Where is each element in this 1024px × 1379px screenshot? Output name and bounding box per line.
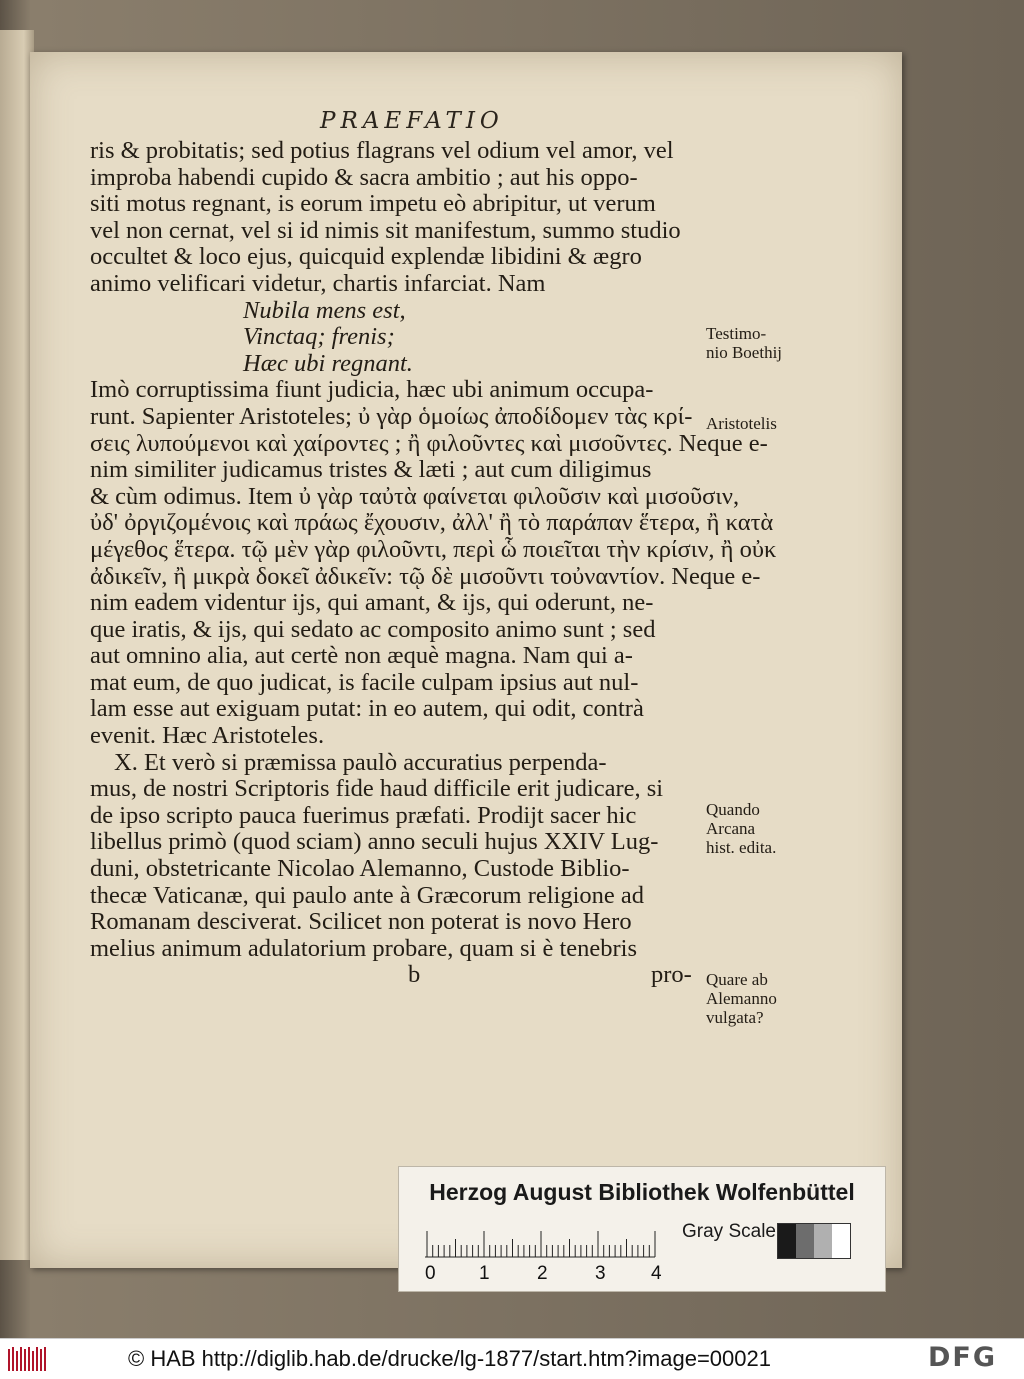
ruler-number: 3 [595,1263,606,1279]
signature-line [90,962,710,989]
gray-swatch [832,1224,850,1258]
text-line: melius animum adulatorium probare, quam si è tenebris [90,934,638,962]
text-line: improba habendi cupido & sacra ambitio ; aut his oppo- [90,163,638,191]
text-line: nim similiter judicamus tristes & læti ; aut cum diligimus [90,456,652,484]
marginal-note-testimonio [706,324,816,362]
text-line: evenit. Hæc Aristoteles. [90,722,325,750]
marginal-line: Arcana [706,819,756,838]
marginal-note-quare [706,970,816,1027]
text-line: nim eadem videntur ijs, qui amant, & ijs, qui oderunt, ne- [90,589,654,617]
text-line: occultet & loco ejus, quicquid explendæ libidini & ægro [90,243,642,271]
marginal-line: Alemanno [706,989,777,1008]
signature-mark: b [408,961,421,989]
text-line: X. Et verò si præmissa paulò accuratius perpenda- [114,748,607,776]
verse-line: Vinctaq; frenis; [243,323,395,351]
ruler-number: 1 [479,1263,490,1279]
ruler-number: 4 [651,1263,662,1279]
marginal-note-aristotelis [706,414,816,433]
text-line: duni, obstetricante Nicolao Alemanno, Custode Biblio- [90,855,630,883]
marginal-note-quando [706,800,816,857]
text-line: animo velificari videtur, chartis infarciat. Nam [90,269,546,297]
text-line: siti motus regnant, is eorum impetu eò abripitur, ut verum [90,190,656,218]
running-head: PRAEFATIO [320,108,504,134]
text-line: ris & probitatis; sed potius flagrans vel odium vel amor, vel [90,137,674,164]
gray-swatch [814,1224,832,1258]
ruler-number: 2 [537,1263,548,1279]
text-line: libellus primò (quod sciam) anno seculi hujus XXIV Lug- [90,828,659,856]
catchword: pro- [651,961,692,989]
text-line: ἀδικεῖν, ἢ μικρὰ δοκεῖ ἀδικεῖν: τῷ δὲ μισοῦντι τοὐναντίον. Neque e- [90,562,761,590]
previous-page-edge [0,30,34,1260]
text-line: Imò corruptissima fiunt judicia, hæc ubi animum occupa- [90,376,654,404]
dfg-logo: DFG [928,1342,998,1373]
footer-bar [0,1338,1024,1379]
text-line: que iratis, & ijs, qui sedato ac composito animo sunt ; sed [90,615,656,643]
marginal-line: Quando [706,800,760,819]
gray-swatch [796,1224,814,1258]
text-line: de ipso scripto pauca fuerimus præfati. Prodijt sacer hic [90,801,637,829]
text-line: mus, de nostri Scriptoris fide haud difficile erit judicare, si [90,775,664,803]
text-line: Romanam desciverat. Scilicet non poterat is novo Hero [90,908,632,936]
copyright-url-link[interactable]: © HAB http://diglib.hab.de/drucke/lg-1877/start.htm?image=00021 [128,1346,771,1371]
verse-line: Hæc ubi regnant. [243,349,413,377]
verse-line: Nubila mens est, [243,296,406,324]
ruler-scale [425,1219,675,1279]
marginal-line: nio Boethij [706,343,783,362]
text-line: vel non cernat, vel si id nimis sit manifestum, summo studio [90,216,681,244]
marginal-line: Aristotelis [706,414,777,433]
text-line: & cùm odimus. Item ὐ γὰρ ταὐτὰ φαίνεται φιλοῦσιν καὶ μισοῦσιν, [90,482,740,510]
text-line: thecæ Vaticanæ, qui paulo ante à Græcorum religione ad [90,881,645,909]
marginal-line: hist. edita. [706,838,777,857]
text-line: μέγεθος ἕτερα. τῷ μὲν γὰρ φιλοῦντι, περὶ ὧ ποιεῖται τὴν κρίσιν, ἢ οὐκ [90,535,777,563]
marginal-line: Testimo- [706,324,767,343]
text-line: aut omnino alia, aut certè non æquè magna. Nam qui a- [90,642,633,670]
library-name: Herzog August Bibliothek Wolfenbüttel [429,1179,855,1205]
gray-scale-label: Gray Scale [682,1221,776,1242]
gray-scale-bar [777,1223,851,1259]
text-line: runt. Sapienter Aristoteles; ὐ γὰρ ὁμοίως ἀποδίδομεν τὰς κρί- [90,402,693,430]
text-line: mat eum, de quo judicat, is facile culpam ipsius aut nul- [90,668,639,696]
text-line: ὐδ' ὀργιζομένοις καὶ πράως ἔχουσιν, ἀλλ' ἢ τὸ παράπαν ἕτερα, ἢ κατὰ [90,509,774,537]
text-line: lam esse aut exiguam putat: in eo autem, qui odit, contrà [90,695,644,723]
color-calibration-strip [398,1166,886,1292]
marginal-line: vulgata? [706,1008,764,1027]
hab-barcode-icon [8,1345,48,1373]
ruler-number: 0 [425,1263,436,1279]
gray-swatch [778,1224,796,1258]
text-line: σεις λυπούμενοι καὶ χαίροντες ; ἢ φιλοῦντες καὶ μισοῦντες. Neque e- [90,429,768,457]
marginal-line: Quare ab [706,970,768,989]
